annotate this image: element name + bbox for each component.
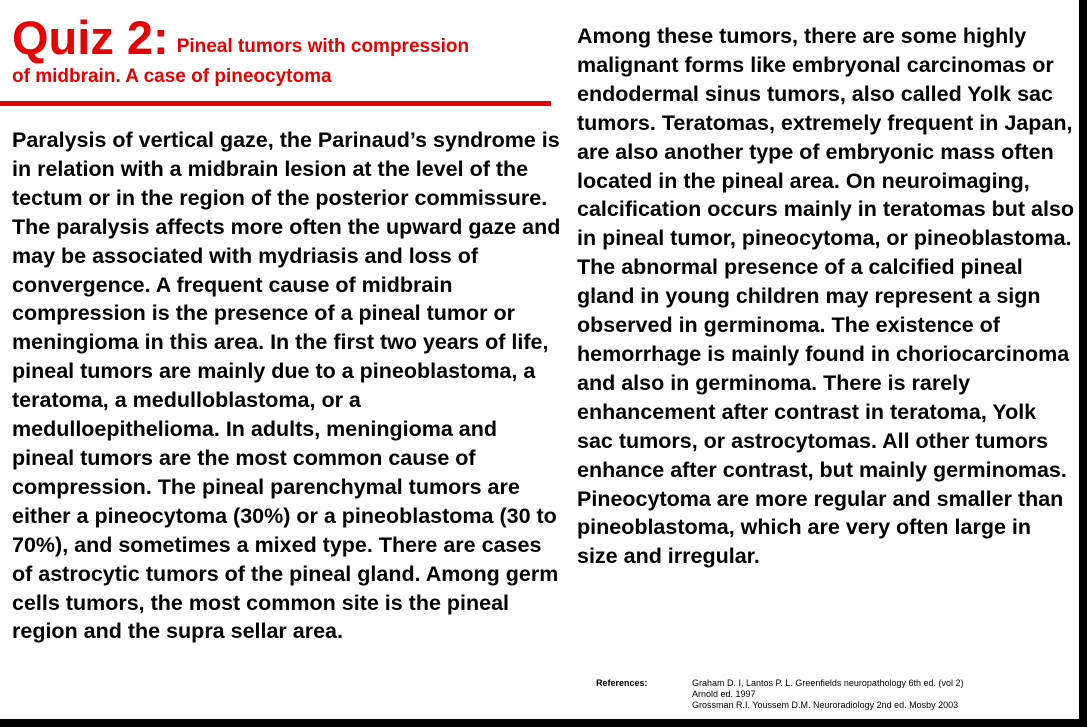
references-list: [692, 678, 1072, 711]
reference-item: Arnold ed. 1997: [692, 689, 756, 699]
slide-title: [12, 10, 469, 66]
right-text-column: Among these tumors, there are some highly malignant forms like embryonal carcinomas or endodermal sinus tumors, also called Yolk sac tumors. Teratomas, extremely frequent in Japan, are also another type of embryonic mass often located in the pineal area. On neuroimaging, calcification occurs mainly in teratomas but also in pineal tumor, pineocytoma, or pineoblastoma. The abnormal presence of a calcified pineal gland in young children may represent a sign observed in germinoma. The existence of hemorrhage is mainly found in choriocarcinoma and also in germinoma. There is rarely enhancement after contrast in teratoma, Yolk sac tumors, or astrocytomas. All other tumors enhance after contrast, but mainly germinomas. Pineocytoma are more regular and smaller than pineoblastoma, which are very often large in size and irregular.: [577, 24, 1075, 569]
reference-item: Grossman R.I. Youssem D.M. Neuroradiology 2nd ed. Mosby 2003: [692, 700, 959, 710]
reference-item: Graham D. I, Lantos P. L. Greenfields neuropathology 6th ed. (vol 2): [692, 678, 964, 688]
references-label: References:: [596, 678, 648, 688]
title-subtitle-part1: Pineal tumors with compression: [176, 36, 470, 57]
left-text-column: Paralysis of vertical gaze, the Parinaud’s syndrome is in relation with a midbrain lesion at the level of the tectum or in the region of the posterior commissure. The paralysis affects more often the upward gaze and may be associated with mydriasis and loss of convergence. A frequent cause of midbrain compression is the presence of a pineal tumor or meningioma in this area. In the first two years of life, pineal tumors are mainly due to a pineoblastoma, a teratoma, a medulloblastoma, or a medulloepithelioma. In adults, meningioma and pineal tumors are the most common cause of compression. The pineal parenchymal tumors are either a pineocytoma (30%) or a pineoblastoma (30 to 70%), and sometimes a mixed type. There are cases of astrocytic tumors of the pineal gland. Among germ cells tumors, the most common site is the pineal region and the supra sellar area.: [12, 128, 561, 644]
title-underline-divider: [0, 101, 551, 106]
title-main-text: Quiz 2:: [12, 11, 169, 64]
title-subtitle-part2: of midbrain. A case of pineocytoma: [12, 66, 332, 87]
